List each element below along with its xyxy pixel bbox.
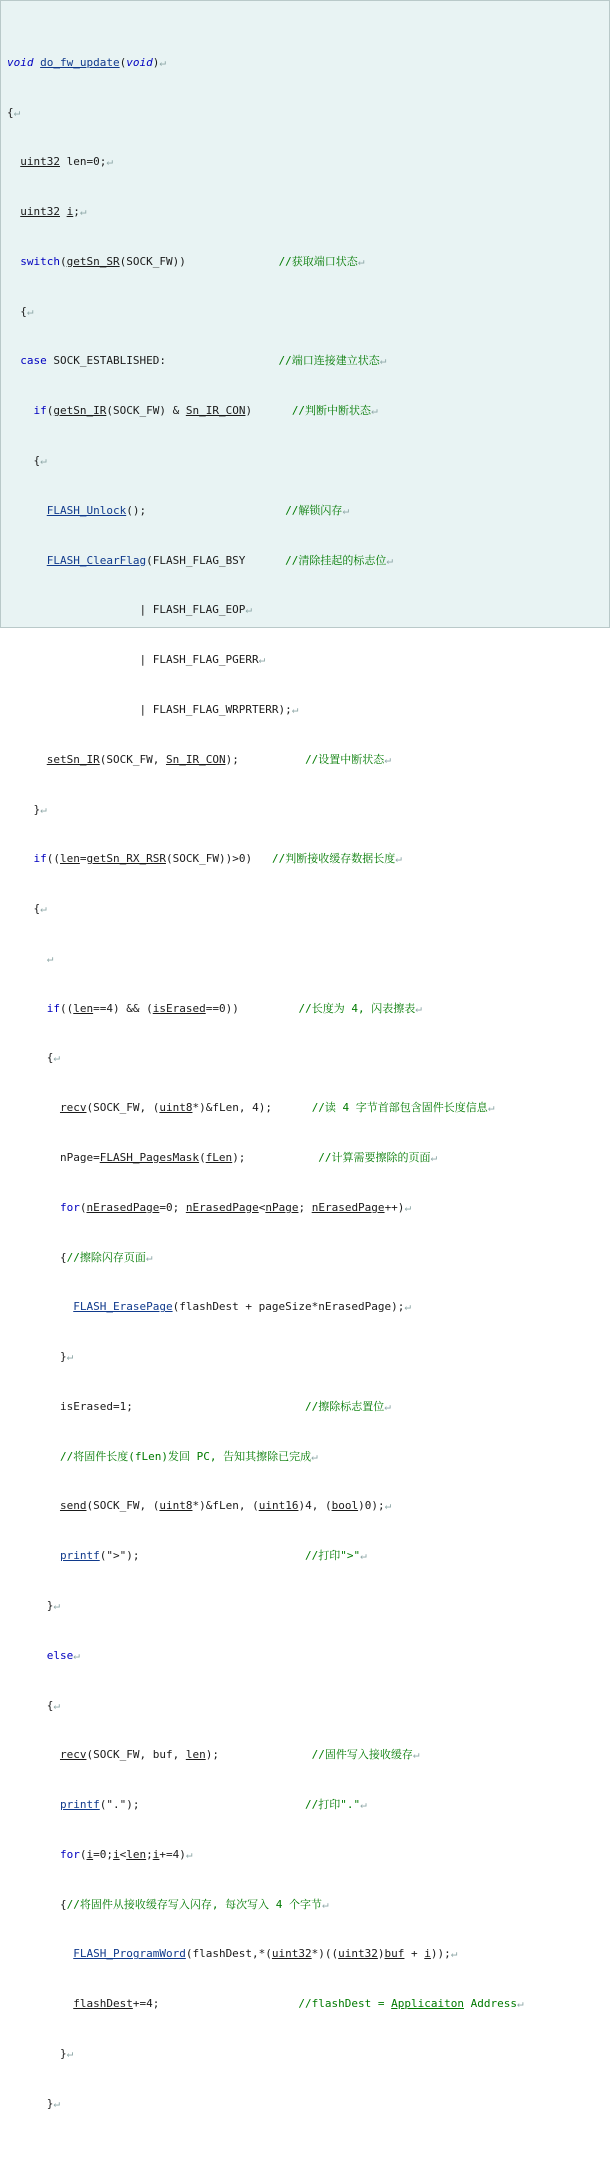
code-line: FLASH_ClearFlag(FLASH_FLAG_BSY //清除挂起的标志位↵ <box>46 553 394 567</box>
code-line: {↵ <box>7 1051 60 1065</box>
code-line: uint32 i;↵ <box>20 205 87 219</box>
code-line: {↵ <box>7 454 47 468</box>
code-line: else↵ <box>46 1648 80 1662</box>
code-line: send(SOCK_FW, (uint8*)&fLen, (uint16)4, (bool)0);↵ <box>59 1499 392 1513</box>
code-line: recv(SOCK_FW, buf, len); //固件写入接收缓存↵ <box>59 1748 420 1762</box>
code-line: if((len==4) && (isErased==0)) //长度为 4, 闪表擦表↵ <box>46 1001 422 1015</box>
code-line: for(i=0;i<len;i+=4)↵ <box>59 1847 193 1861</box>
code-line: switch(getSn_SR(SOCK_FW)) //获取端口状态↵ <box>20 254 365 268</box>
code-line: if(getSn_IR(SOCK_FW) & Sn_IR_CON) //判断中断状态↵ <box>33 404 378 418</box>
code-line: {↵ <box>7 304 34 318</box>
code-line: }↵ <box>7 2047 74 2061</box>
code-line: {↵ <box>7 902 47 916</box>
code-line: ↵ <box>46 951 54 965</box>
code-line: FLASH_ErasePage(flashDest + pageSize*nErasedPage);↵ <box>73 1300 411 1314</box>
code-line: setSn_IR(SOCK_FW, Sn_IR_CON); //设置中断状态↵ <box>46 752 391 766</box>
code-line: nPage=FLASH_PagesMask(fLen); //计算需要擦除的页面↵ <box>7 1150 438 1164</box>
code-line: {↵ <box>7 105 21 119</box>
code-line: case SOCK_ESTABLISHED: //端口连接建立状态↵ <box>20 354 387 368</box>
code-line: }↵ <box>7 2096 60 2110</box>
code-line: | FLASH_FLAG_EOP↵ <box>7 603 253 617</box>
code-line: {//擦除闪存页面↵ <box>7 1250 153 1264</box>
code-line: flashDest+=4; //flashDest = Applicaiton Address↵ <box>73 1997 524 2011</box>
code-line: void do_fw_update(void)↵ <box>7 55 166 69</box>
code-line: }↵ <box>7 1350 74 1364</box>
code-line: uint32 len=0;↵ <box>20 155 113 169</box>
code-line: FLASH_Unlock(); //解锁闪存↵ <box>46 503 350 517</box>
code-line: }↵ <box>7 802 47 816</box>
code-line: if((len=getSn_RX_RSR(SOCK_FW))>0) //判断接收缓存数据长度↵ <box>33 852 402 866</box>
code-line: {//将固件从接收缓存写入闪存, 每次写入 4 个字节↵ <box>7 1897 329 1911</box>
code-line: }↵ <box>7 1599 60 1612</box>
code-line: for(nErasedPage=0; nErasedPage<nPage; nErasedPage++)↵ <box>59 1200 412 1214</box>
code-line: recv(SOCK_FW, (uint8*)&fLen, 4); //读 4 字节首部包含固件长度信息↵ <box>59 1101 495 1115</box>
code-line: printf(">"); //打印">"↵ <box>59 1549 367 1563</box>
code-content <box>1 1 609 2162</box>
code-line: isErased=1; //擦除标志置位↵ <box>7 1399 391 1413</box>
code-line: | FLASH_FLAG_PGERR↵ <box>7 653 266 667</box>
code-line: | FLASH_FLAG_WRPRTERR);↵ <box>7 702 299 716</box>
code-line: printf("."); //打印"."↵ <box>59 1798 367 1812</box>
code-line: {↵ <box>7 1698 60 1712</box>
code-line: FLASH_ProgramWord(flashDest,*(uint32*)((uint32)buf + i));↵ <box>73 1947 458 1961</box>
code-line: //将固件长度(fLen)发回 PC, 告知其擦除已完成↵ <box>59 1449 318 1463</box>
